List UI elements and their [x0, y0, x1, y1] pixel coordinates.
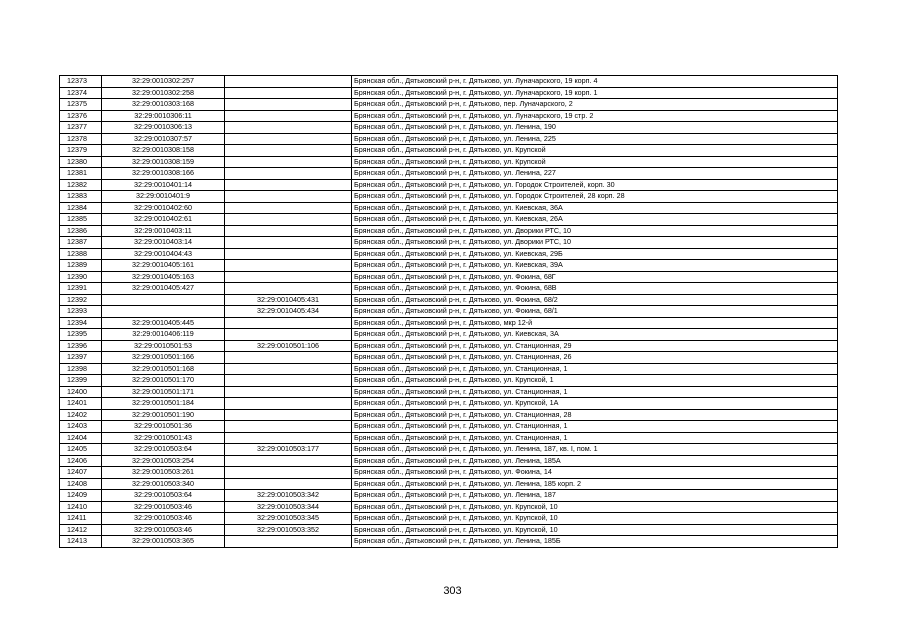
table-row — [60, 294, 838, 306]
table-row — [60, 501, 838, 513]
parcel-cadastral-number-cell — [102, 294, 225, 306]
row-number-cell: 12376 — [60, 110, 102, 122]
address-cell: Брянская обл., Дятьковский р-н, г. Дятьково, ул. Станционная, 1 — [352, 386, 838, 398]
building-cadastral-number-cell — [225, 214, 352, 226]
row-number-cell: 12409 — [60, 490, 102, 502]
row-number-cell: 12400 — [60, 386, 102, 398]
building-cadastral-number-cell — [225, 398, 352, 410]
address-cell: Брянская обл., Дятьковский р-н, г. Дятьково, ул. Луначарского, 19 корп. 4 — [352, 76, 838, 88]
building-cadastral-number-cell — [225, 133, 352, 145]
row-number-cell: 12405 — [60, 444, 102, 456]
row-number-cell: 12375 — [60, 99, 102, 111]
row-number-cell: 12398 — [60, 363, 102, 375]
parcel-cadastral-number-cell: 32:29:0010306:13 — [102, 122, 225, 134]
parcel-cadastral-number-cell: 32:29:0010501:170 — [102, 375, 225, 387]
parcel-cadastral-number-cell: 32:29:0010401:14 — [102, 179, 225, 191]
address-cell: Брянская обл., Дятьковский р-н, г. Дятьково, ул. Станционная, 1 — [352, 421, 838, 433]
table-row — [60, 225, 838, 237]
building-cadastral-number-cell — [225, 455, 352, 467]
address-cell: Брянская обл., Дятьковский р-н, г. Дятьково, ул. Станционная, 1 — [352, 432, 838, 444]
building-cadastral-number-cell: 32:29:0010503:342 — [225, 490, 352, 502]
address-cell: Брянская обл., Дятьковский р-н, г. Дятьково, ул. Крупской, 1 — [352, 375, 838, 387]
parcel-cadastral-number-cell: 32:29:0010405:161 — [102, 260, 225, 272]
address-cell: Брянская обл., Дятьковский р-н, г. Дятьково, ул. Крупской, 10 — [352, 513, 838, 525]
address-cell: Брянская обл., Дятьковский р-н, г. Дятьково, ул. Ленина, 227 — [352, 168, 838, 180]
row-number-cell: 12385 — [60, 214, 102, 226]
row-number-cell: 12408 — [60, 478, 102, 490]
address-cell: Брянская обл., Дятьковский р-н, г. Дятьково, ул. Крупской, 10 — [352, 501, 838, 513]
address-cell: Брянская обл., Дятьковский р-н, г. Дятьково, ул. Луначарского, 19 стр. 2 — [352, 110, 838, 122]
table-row — [60, 283, 838, 295]
address-cell: Брянская обл., Дятьковский р-н, г. Дятьково, ул. Фокина, 68/2 — [352, 294, 838, 306]
building-cadastral-number-cell — [225, 191, 352, 203]
parcel-cadastral-number-cell: 32:29:0010503:46 — [102, 524, 225, 536]
parcel-cadastral-number-cell — [102, 306, 225, 318]
table-row — [60, 248, 838, 260]
parcel-cadastral-number-cell: 32:29:0010501:171 — [102, 386, 225, 398]
table-row — [60, 133, 838, 145]
table-row — [60, 306, 838, 318]
parcel-cadastral-number-cell: 32:29:0010405:445 — [102, 317, 225, 329]
building-cadastral-number-cell — [225, 352, 352, 364]
row-number-cell: 12394 — [60, 317, 102, 329]
parcel-cadastral-number-cell: 32:29:0010308:159 — [102, 156, 225, 168]
row-number-cell: 12396 — [60, 340, 102, 352]
row-number-cell: 12373 — [60, 76, 102, 88]
table-row — [60, 513, 838, 525]
row-number-cell: 12374 — [60, 87, 102, 99]
address-cell: Брянская обл., Дятьковский р-н, г. Дятьково, ул. Городок Строителей, 28 корп. 28 — [352, 191, 838, 203]
table-row — [60, 398, 838, 410]
building-cadastral-number-cell — [225, 283, 352, 295]
row-number-cell: 12380 — [60, 156, 102, 168]
parcel-cadastral-number-cell: 32:29:0010403:14 — [102, 237, 225, 249]
row-number-cell: 12381 — [60, 168, 102, 180]
parcel-cadastral-number-cell: 32:29:0010402:61 — [102, 214, 225, 226]
table-row — [60, 524, 838, 536]
parcel-cadastral-number-cell: 32:29:0010405:163 — [102, 271, 225, 283]
table-row — [60, 478, 838, 490]
building-cadastral-number-cell — [225, 260, 352, 272]
row-number-cell: 12407 — [60, 467, 102, 479]
address-cell: Брянская обл., Дятьковский р-н, г. Дятьково, ул. Луначарского, 19 корп. 1 — [352, 87, 838, 99]
parcel-cadastral-number-cell: 32:29:0010302:257 — [102, 76, 225, 88]
parcel-cadastral-number-cell: 32:29:0010501:190 — [102, 409, 225, 421]
table-row — [60, 179, 838, 191]
row-number-cell: 12378 — [60, 133, 102, 145]
building-cadastral-number-cell — [225, 363, 352, 375]
building-cadastral-number-cell: 32:29:0010405:434 — [225, 306, 352, 318]
parcel-cadastral-number-cell: 32:29:0010302:258 — [102, 87, 225, 99]
table-row — [60, 271, 838, 283]
building-cadastral-number-cell — [225, 375, 352, 387]
building-cadastral-number-cell — [225, 271, 352, 283]
address-cell: Брянская обл., Дятьковский р-н, г. Дятьково, ул. Ленина, 185 корп. 2 — [352, 478, 838, 490]
building-cadastral-number-cell — [225, 386, 352, 398]
table-row — [60, 156, 838, 168]
address-cell: Брянская обл., Дятьковский р-н, г. Дятьково, ул. Ленина, 187 — [352, 490, 838, 502]
parcel-cadastral-number-cell: 32:29:0010303:168 — [102, 99, 225, 111]
building-cadastral-number-cell — [225, 248, 352, 260]
parcel-cadastral-number-cell: 32:29:0010503:340 — [102, 478, 225, 490]
row-number-cell: 12386 — [60, 225, 102, 237]
parcel-cadastral-number-cell: 32:29:0010307:57 — [102, 133, 225, 145]
registry-table — [59, 75, 838, 548]
table-row — [60, 363, 838, 375]
address-cell: Брянская обл., Дятьковский р-н, г. Дятьково, ул. Крупской, 10 — [352, 524, 838, 536]
building-cadastral-number-cell — [225, 87, 352, 99]
table-row — [60, 490, 838, 502]
building-cadastral-number-cell: 32:29:0010503:344 — [225, 501, 352, 513]
row-number-cell: 12390 — [60, 271, 102, 283]
building-cadastral-number-cell: 32:29:0010503:352 — [225, 524, 352, 536]
row-number-cell: 12404 — [60, 432, 102, 444]
row-number-cell: 12388 — [60, 248, 102, 260]
row-number-cell: 12382 — [60, 179, 102, 191]
row-number-cell: 12406 — [60, 455, 102, 467]
parcel-cadastral-number-cell: 32:29:0010503:46 — [102, 501, 225, 513]
building-cadastral-number-cell — [225, 329, 352, 341]
table-row — [60, 432, 838, 444]
row-number-cell: 12403 — [60, 421, 102, 433]
address-cell: Брянская обл., Дятьковский р-н, г. Дятьково, ул. Фокина, 68/1 — [352, 306, 838, 318]
parcel-cadastral-number-cell: 32:29:0010503:365 — [102, 536, 225, 548]
building-cadastral-number-cell — [225, 168, 352, 180]
parcel-cadastral-number-cell: 32:29:0010401:9 — [102, 191, 225, 203]
building-cadastral-number-cell — [225, 421, 352, 433]
address-cell: Брянская обл., Дятьковский р-н, г. Дятьково, ул. Крупской — [352, 145, 838, 157]
address-cell: Брянская обл., Дятьковский р-н, г. Дятьково, ул. Ленина, 187, кв. I, пом. 1 — [352, 444, 838, 456]
parcel-cadastral-number-cell: 32:29:0010308:166 — [102, 168, 225, 180]
building-cadastral-number-cell — [225, 179, 352, 191]
address-cell: Брянская обл., Дятьковский р-н, г. Дятьково, пер. Луначарского, 2 — [352, 99, 838, 111]
building-cadastral-number-cell — [225, 156, 352, 168]
address-cell: Брянская обл., Дятьковский р-н, г. Дятьково, ул. Фокина, 68В — [352, 283, 838, 295]
table-row — [60, 76, 838, 88]
building-cadastral-number-cell — [225, 145, 352, 157]
address-cell: Брянская обл., Дятьковский р-н, г. Дятьково, ул. Станционная, 1 — [352, 363, 838, 375]
table-row — [60, 99, 838, 111]
registry-table-body — [60, 76, 838, 548]
table-row — [60, 122, 838, 134]
table-row — [60, 386, 838, 398]
parcel-cadastral-number-cell: 32:29:0010405:427 — [102, 283, 225, 295]
parcel-cadastral-number-cell: 32:29:0010404:43 — [102, 248, 225, 260]
parcel-cadastral-number-cell: 32:29:0010501:36 — [102, 421, 225, 433]
address-cell: Брянская обл., Дятьковский р-н, г. Дятьково, ул. Станционная, 28 — [352, 409, 838, 421]
building-cadastral-number-cell — [225, 225, 352, 237]
address-cell: Брянская обл., Дятьковский р-н, г. Дятьково, ул. Дворики РТС, 10 — [352, 225, 838, 237]
address-cell: Брянская обл., Дятьковский р-н, г. Дятьково, ул. Фокина, 14 — [352, 467, 838, 479]
address-cell: Брянская обл., Дятьковский р-н, г. Дятьково, ул. Киевская, 3А — [352, 329, 838, 341]
building-cadastral-number-cell — [225, 432, 352, 444]
table-row — [60, 536, 838, 548]
parcel-cadastral-number-cell: 32:29:0010406:119 — [102, 329, 225, 341]
parcel-cadastral-number-cell: 32:29:0010503:254 — [102, 455, 225, 467]
parcel-cadastral-number-cell: 32:29:0010503:64 — [102, 490, 225, 502]
table-row — [60, 352, 838, 364]
parcel-cadastral-number-cell: 32:29:0010503:261 — [102, 467, 225, 479]
row-number-cell: 12395 — [60, 329, 102, 341]
address-cell: Брянская обл., Дятьковский р-н, г. Дятьково, ул. Крупской, 1А — [352, 398, 838, 410]
address-cell: Брянская обл., Дятьковский р-н, г. Дятьково, ул. Киевская, 26А — [352, 214, 838, 226]
building-cadastral-number-cell — [225, 237, 352, 249]
row-number-cell: 12389 — [60, 260, 102, 272]
parcel-cadastral-number-cell: 32:29:0010501:184 — [102, 398, 225, 410]
building-cadastral-number-cell — [225, 122, 352, 134]
address-cell: Брянская обл., Дятьковский р-н, г. Дятьково, ул. Фокина, 68Г — [352, 271, 838, 283]
row-number-cell: 12384 — [60, 202, 102, 214]
table-row — [60, 455, 838, 467]
address-cell: Брянская обл., Дятьковский р-н, г. Дятьково, ул. Дворики РТС, 10 — [352, 237, 838, 249]
table-row — [60, 409, 838, 421]
parcel-cadastral-number-cell: 32:29:0010306:11 — [102, 110, 225, 122]
table-row — [60, 340, 838, 352]
row-number-cell: 12387 — [60, 237, 102, 249]
address-cell: Брянская обл., Дятьковский р-н, г. Дятьково, мкр 12-й — [352, 317, 838, 329]
building-cadastral-number-cell — [225, 202, 352, 214]
building-cadastral-number-cell: 32:29:0010405:431 — [225, 294, 352, 306]
row-number-cell: 12397 — [60, 352, 102, 364]
table-row — [60, 87, 838, 99]
row-number-cell: 12410 — [60, 501, 102, 513]
row-number-cell: 12399 — [60, 375, 102, 387]
address-cell: Брянская обл., Дятьковский р-н, г. Дятьково, ул. Ленина, 225 — [352, 133, 838, 145]
address-cell: Брянская обл., Дятьковский р-н, г. Дятьково, ул. Станционная, 29 — [352, 340, 838, 352]
table-row — [60, 317, 838, 329]
table-row — [60, 421, 838, 433]
table-row — [60, 145, 838, 157]
parcel-cadastral-number-cell: 32:29:0010501:53 — [102, 340, 225, 352]
row-number-cell: 12413 — [60, 536, 102, 548]
table-row — [60, 214, 838, 226]
parcel-cadastral-number-cell: 32:29:0010402:60 — [102, 202, 225, 214]
row-number-cell: 12412 — [60, 524, 102, 536]
table-row — [60, 237, 838, 249]
row-number-cell: 12377 — [60, 122, 102, 134]
building-cadastral-number-cell — [225, 409, 352, 421]
page-number: 303 — [443, 585, 462, 597]
building-cadastral-number-cell — [225, 110, 352, 122]
row-number-cell: 12401 — [60, 398, 102, 410]
address-cell: Брянская обл., Дятьковский р-н, г. Дятьково, ул. Киевская, 36А — [352, 202, 838, 214]
address-cell: Брянская обл., Дятьковский р-н, г. Дятьково, ул. Станционная, 26 — [352, 352, 838, 364]
parcel-cadastral-number-cell: 32:29:0010403:11 — [102, 225, 225, 237]
table-row — [60, 202, 838, 214]
table-row — [60, 168, 838, 180]
address-cell: Брянская обл., Дятьковский р-н, г. Дятьково, ул. Ленина, 190 — [352, 122, 838, 134]
building-cadastral-number-cell: 32:29:0010501:106 — [225, 340, 352, 352]
building-cadastral-number-cell: 32:29:0010503:177 — [225, 444, 352, 456]
table-row — [60, 444, 838, 456]
parcel-cadastral-number-cell: 32:29:0010308:158 — [102, 145, 225, 157]
row-number-cell: 12379 — [60, 145, 102, 157]
row-number-cell: 12392 — [60, 294, 102, 306]
building-cadastral-number-cell — [225, 76, 352, 88]
table-row — [60, 191, 838, 203]
building-cadastral-number-cell — [225, 467, 352, 479]
row-number-cell: 12393 — [60, 306, 102, 318]
address-cell: Брянская обл., Дятьковский р-н, г. Дятьково, ул. Ленина, 185А — [352, 455, 838, 467]
address-cell: Брянская обл., Дятьковский р-н, г. Дятьково, ул. Киевская, 39А — [352, 260, 838, 272]
address-cell: Брянская обл., Дятьковский р-н, г. Дятьково, ул. Крупской — [352, 156, 838, 168]
address-cell: Брянская обл., Дятьковский р-н, г. Дятьково, ул. Ленина, 185Б — [352, 536, 838, 548]
table-row — [60, 260, 838, 272]
building-cadastral-number-cell — [225, 99, 352, 111]
building-cadastral-number-cell — [225, 317, 352, 329]
table-row — [60, 375, 838, 387]
row-number-cell: 12411 — [60, 513, 102, 525]
table-row — [60, 329, 838, 341]
row-number-cell: 12383 — [60, 191, 102, 203]
building-cadastral-number-cell — [225, 536, 352, 548]
address-cell: Брянская обл., Дятьковский р-н, г. Дятьково, ул. Городок Строителей, корп. 30 — [352, 179, 838, 191]
table-row — [60, 467, 838, 479]
parcel-cadastral-number-cell: 32:29:0010501:166 — [102, 352, 225, 364]
building-cadastral-number-cell: 32:29:0010503:345 — [225, 513, 352, 525]
row-number-cell: 12391 — [60, 283, 102, 295]
parcel-cadastral-number-cell: 32:29:0010501:168 — [102, 363, 225, 375]
table-row — [60, 110, 838, 122]
parcel-cadastral-number-cell: 32:29:0010503:64 — [102, 444, 225, 456]
parcel-cadastral-number-cell: 32:29:0010503:46 — [102, 513, 225, 525]
address-cell: Брянская обл., Дятьковский р-н, г. Дятьково, ул. Киевская, 29Б — [352, 248, 838, 260]
row-number-cell: 12402 — [60, 409, 102, 421]
parcel-cadastral-number-cell: 32:29:0010501:43 — [102, 432, 225, 444]
building-cadastral-number-cell — [225, 478, 352, 490]
